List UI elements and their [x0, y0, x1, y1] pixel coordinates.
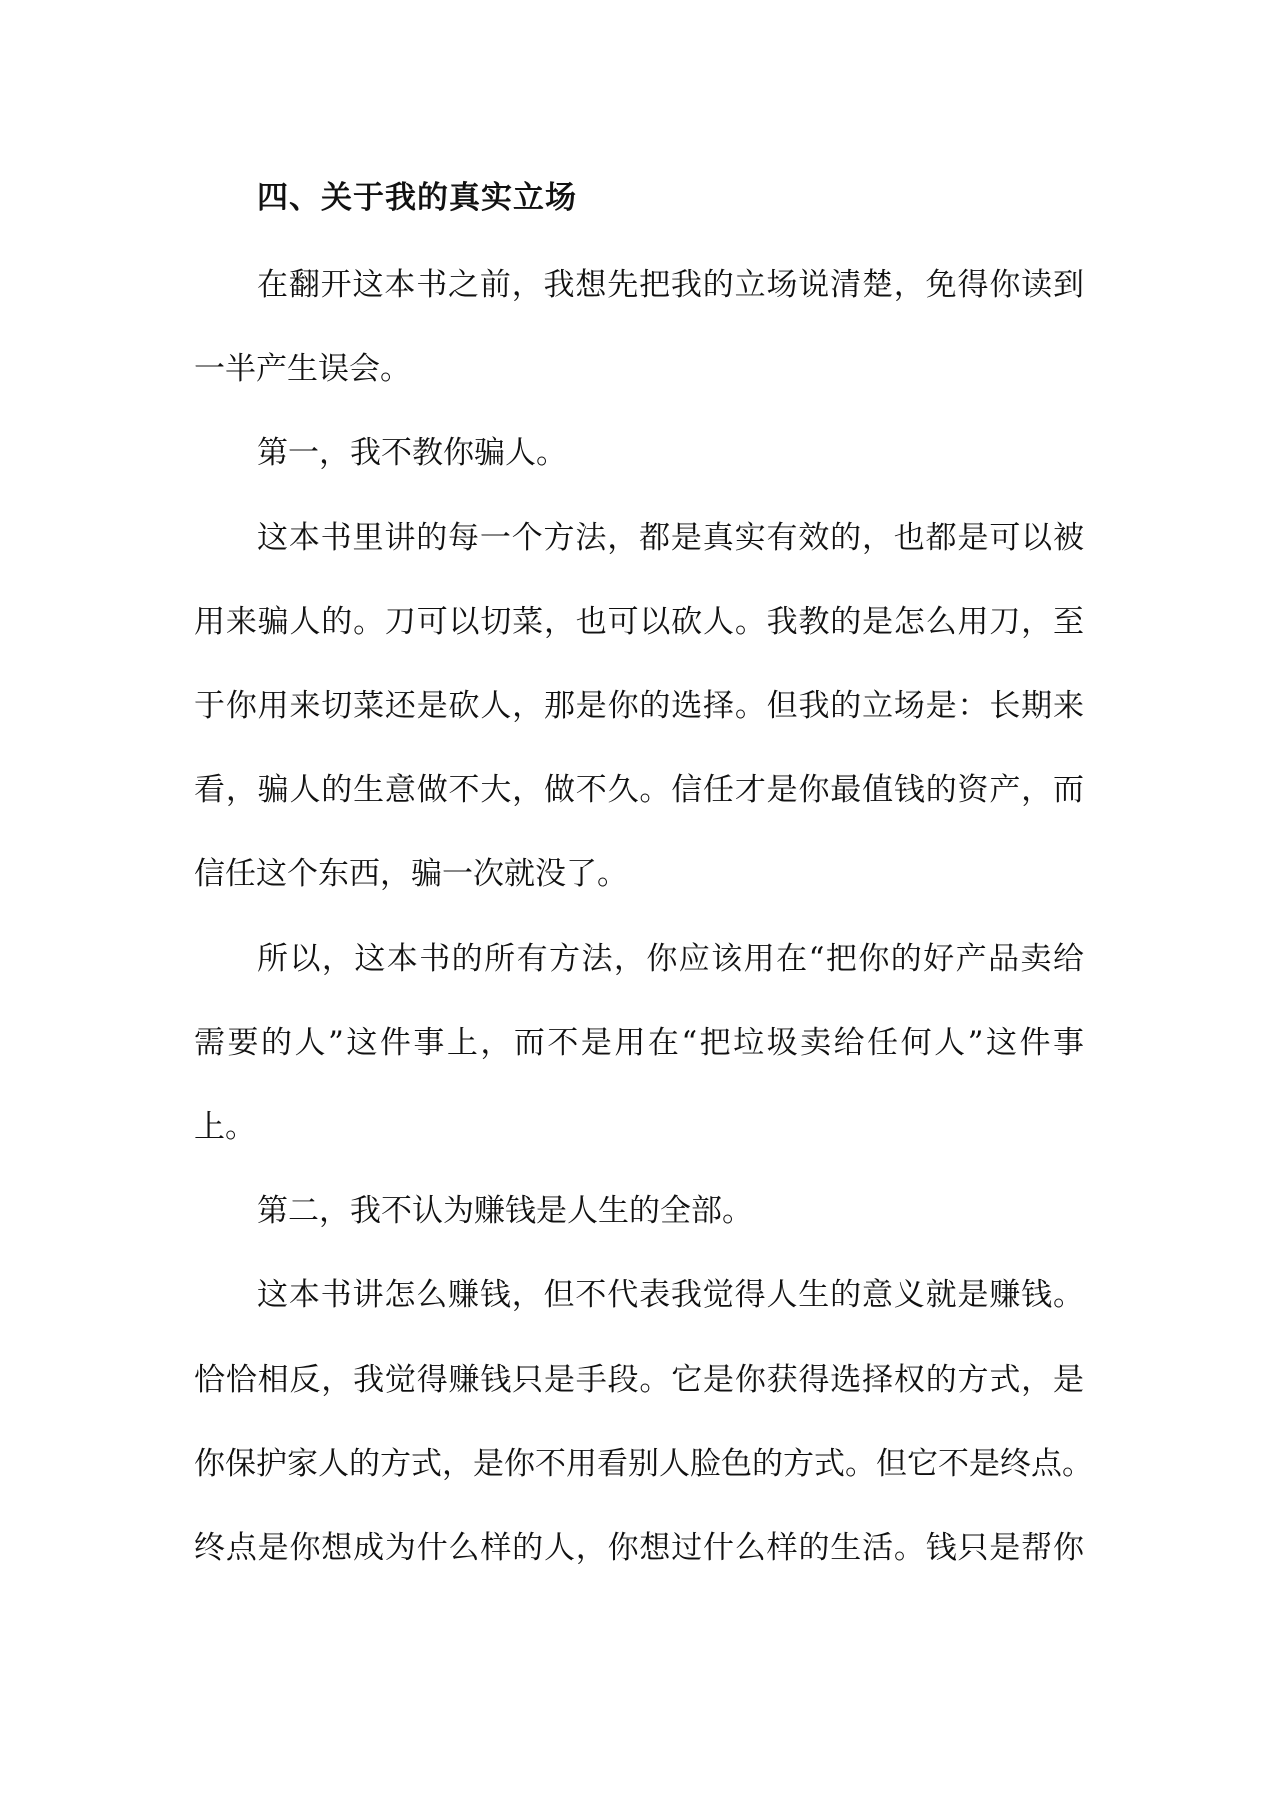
- paragraph-line: 上。: [194, 1109, 256, 1145]
- paragraph-line: 这本书讲怎么赚钱，但不代表我觉得人生的意义就是赚钱。: [257, 1277, 1084, 1313]
- paragraph-line: 需要的人”这件事上，而不是用在“把垃圾卖给任何人”这件事: [194, 1025, 1084, 1061]
- paragraph-line: 这本书里讲的每一个方法，都是真实有效的，也都是可以被: [257, 520, 1084, 556]
- paragraph-line: 看，骗人的生意做不大，做不久。信任才是你最值钱的资产，而: [194, 772, 1084, 808]
- paragraph-line: 你保护家人的方式，是你不用看别人脸色的方式。但它不是终点。: [194, 1446, 1093, 1482]
- paragraph-line: 第二，我不认为赚钱是人生的全部。: [257, 1193, 753, 1229]
- paragraph-line: 一半产生误会。: [194, 351, 411, 387]
- paragraph-line: 在翻开这本书之前，我想先把我的立场说清楚，免得你读到: [257, 267, 1084, 303]
- paragraph-line: 第一，我不教你骗人。: [257, 435, 567, 471]
- paragraph-line: 恰恰相反，我觉得赚钱只是手段。它是你获得选择权的方式，是: [194, 1362, 1084, 1398]
- paragraph-line: 信任这个东西，骗一次就没了。: [194, 856, 628, 892]
- paragraph-line: 终点是你想成为什么样的人，你想过什么样的生活。钱只是帮你: [194, 1530, 1084, 1566]
- paragraph-line: 用来骗人的。刀可以切菜，也可以砍人。我教的是怎么用刀，至: [194, 604, 1084, 640]
- paragraph-line: 于你用来切菜还是砍人，那是你的选择。但我的立场是：长期来: [194, 688, 1084, 724]
- section-heading: 四、关于我的真实立场: [257, 180, 577, 216]
- paragraph-line: 所以，这本书的所有方法，你应该用在“把你的好产品卖给: [257, 941, 1084, 977]
